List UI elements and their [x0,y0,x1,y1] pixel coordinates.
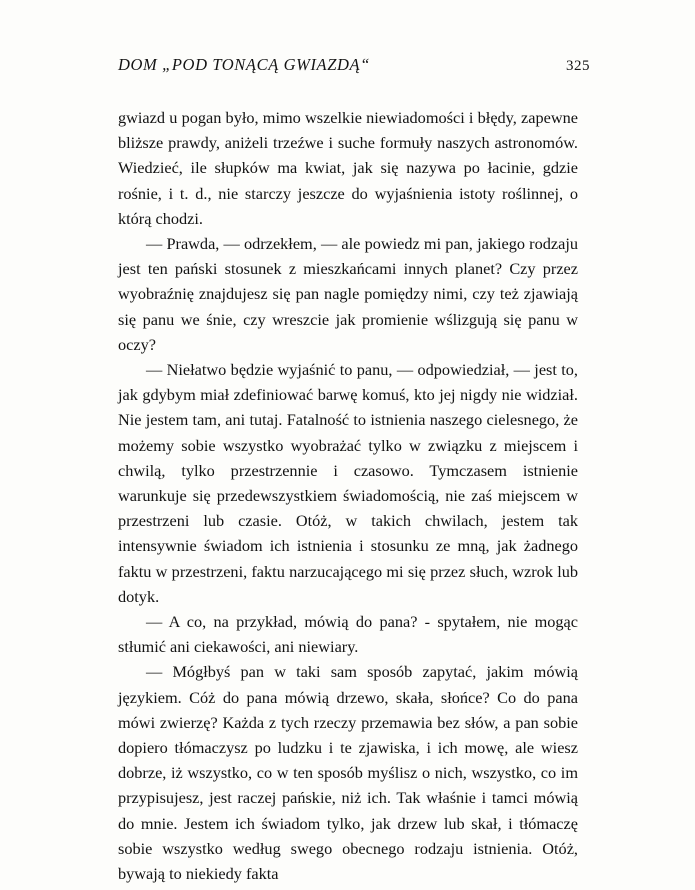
paragraph: — A co, na przykład, mówią do pana? - spytałem, nie mogąc stłumić ani ciekawości, ani niewiary. [118,612,578,657]
paragraph: — Prawda, — odrzekłem, — ale powiedz mi pan, jakiego rodzaju jest ten pański stosunek z mieszkańcami innych planet? Czy przez wyobraźnię znajdujesz się pan nagle pomiędzy nimi, czy też zjawiają się panu we śnie, czy wreszcie jak promienie wślizgują się panu w oczy? [118,234,578,354]
page-content [118,55,590,886]
paragraph: gwiazd u pogan było, mimo wszelkie niewiadomości i błędy, zapewne bliższe prawdy, aniżeli trzeźwe i suche formuły naszych astronomów. Wiedzieć, ile słupków ma kwiat, jak się nazywa po łacinie, gdzie rośnie, i t. d., nie starczy jeszcze do wyjaśnienia istoty roślinnej, o którą chodzi. [118,108,578,228]
running-head-title: DOM „POD TONĄCĄ GWIAZDĄ“ [118,55,370,74]
page-number: 325 [566,58,590,74]
paragraph: — Niełatwo będzie wyjaśnić to panu, — odpowiedział, — jest to, jak gdybym miał zdefiniować barwę komuś, kto jej nigdy nie widział. Nie jestem tam, ani tutaj. Fatalność to istnienia naszego cielesnego, że możemy sobie wszystko wyobrażać tylko w związku z miejscem i chwilą, tylko przestrzennie i czasowo. Tymczasem istnienie warunkuje się przedewszystkiem świadomością, nie zaś miejscem w przestrzeni lub czasie. Otóż, w takich chwilach, jestem tak intensywnie świadom ich istnienia i stosunku ze mną, jak żadnego faktu w przestrzeni, faktu narzucającego mi się przez słuch, wzrok lub dotyk. [118,360,578,606]
paragraph: — Mógłbyś pan w taki sam sposób zapytać, jakim mówią językiem. Cóż do pana mówią drzewo, skała, słońce? Co do pana mówi zwierzę? Każda z tych rzeczy przemawia bez słów, a pan sobie dopiero tłómaczysz po ludzku i te zjawiska, i ich mowę, ale wiesz dobrze, iż wszystko, co w ten sposób myślisz o nich, wszystko, co im przypisujesz, jest raczej pańskie, niż ich. Tak właśnie i tamci mówią do mnie. Jestem ich świadom tylko, jak drzew lub skał, i tłómaczę sobie wszystko według swego obecnego rodzaju istnienia. Otóż, bywają to niekiedy fakta [118,662,578,884]
body-text [118,105,578,886]
running-head [118,55,590,75]
